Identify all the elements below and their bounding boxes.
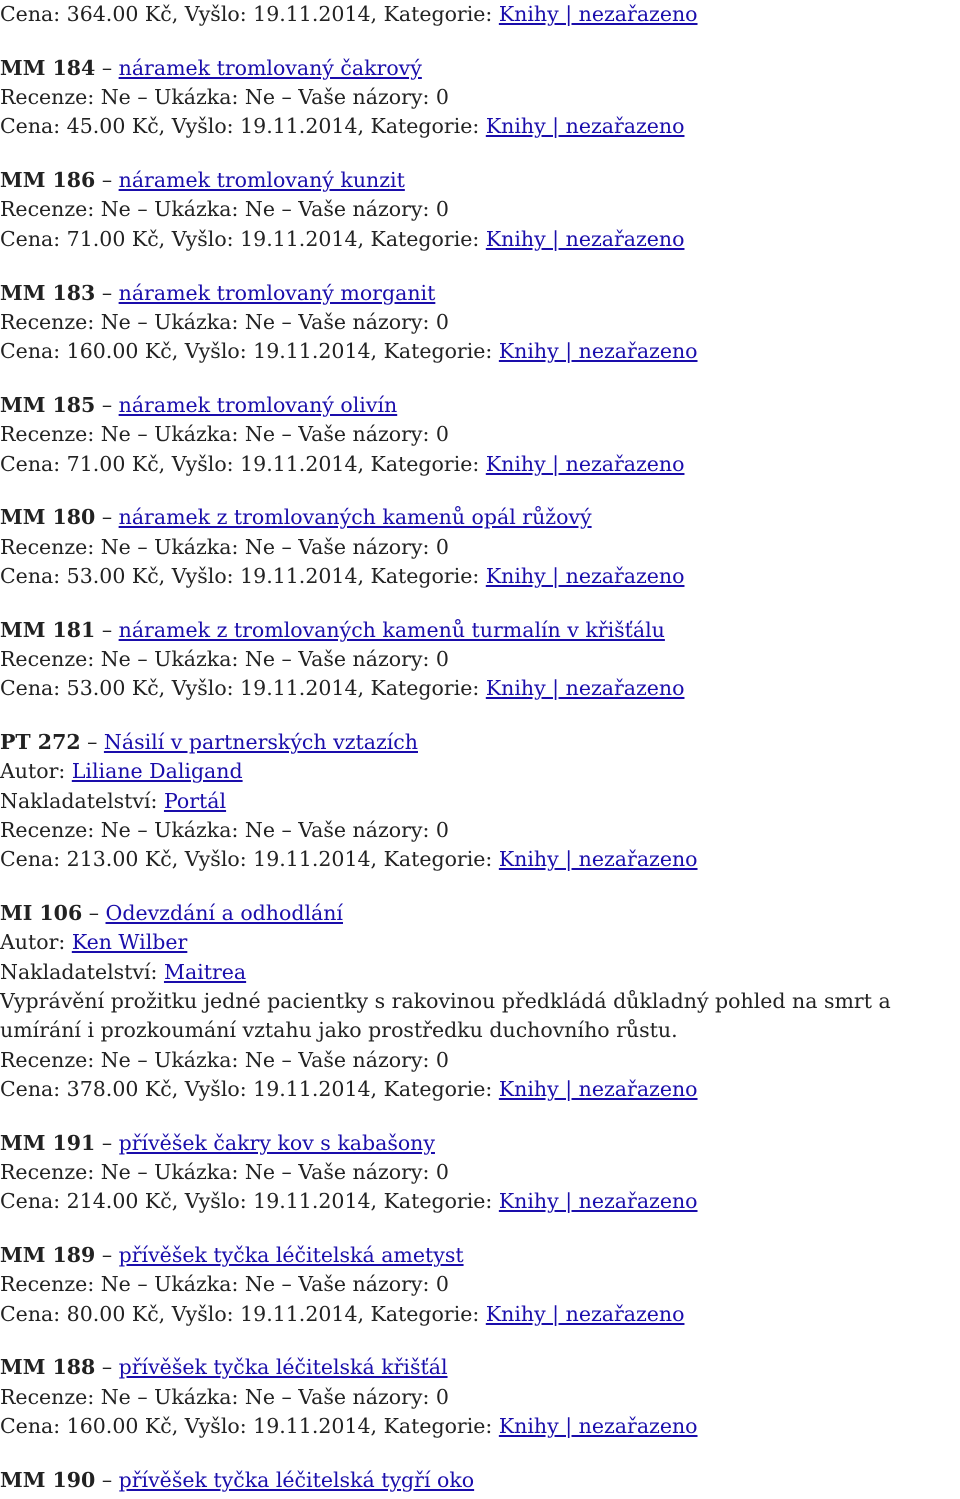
price-value: 213.00 [66,847,139,872]
price-label: Cena: [0,226,67,251]
review-meta-line: Recenze: Ne – Ukázka: Ne – Vaše názory: 0 [0,1047,449,1072]
release-date: 19.11.2014 [240,451,358,476]
category-link[interactable]: Knihy | nezařazeno [498,847,698,872]
release-date: 19.11.2014 [253,1414,371,1439]
entry-header [0,166,960,195]
entry-header [0,899,960,928]
dash-separator: – [95,1355,119,1380]
entry-header [0,1353,960,1382]
product-entry [0,1241,960,1329]
category-link[interactable]: Knihy | nezařazeno [498,339,698,364]
dash-separator: – [80,730,104,755]
dash-separator: – [95,280,119,305]
category-label: , Kategorie: [370,1414,499,1439]
release-date: 19.11.2014 [240,563,358,588]
product-title-link[interactable]: náramek z tromlovaných kamenů opál růžový [118,505,592,530]
product-title-link[interactable]: přívěšek čakry kov s kabašony [118,1130,435,1155]
release-date: 19.11.2014 [240,676,358,701]
released-label: Kč, Vyšlo: [125,563,241,588]
category-label: , Kategorie: [357,451,486,476]
review-meta-line: Recenze: Ne – Ukázka: Ne – Vaše názory: 0 [0,422,449,447]
dash-separator: – [95,1467,119,1492]
price-value: 71.00 [66,226,126,251]
price-label: Cena: [0,114,67,139]
price-value: 53.00 [66,676,126,701]
publisher-line [0,958,960,987]
released-label: Kč, Vyšlo: [138,1076,254,1101]
category-label: , Kategorie: [370,847,499,872]
product-title-link[interactable]: Odevzdání a odhodlání [105,901,343,926]
product-title-link[interactable]: náramek tromlovaný kunzit [118,168,405,193]
publisher-line [0,787,960,816]
product-code: MM 186 [0,168,96,193]
release-date: 19.11.2014 [253,1189,371,1214]
dash-separator: – [95,1243,119,1268]
price-line [0,450,960,479]
price-label: Cena: [0,339,67,364]
released-label: Kč, Vyšlo: [125,676,241,701]
category-label: , Kategorie: [357,1301,486,1326]
entry-header [0,1466,960,1495]
entry-header [0,1241,960,1270]
product-code: MM 184 [0,55,96,80]
release-date: 19.11.2014 [253,1076,371,1101]
review-meta-line: Recenze: Ne – Ukázka: Ne – Vaše názory: 0 [0,1384,449,1409]
price-label: Cena: [0,2,67,26]
price-value: 45.00 [66,114,126,139]
released-label: Kč, Vyšlo: [138,339,254,364]
price-line [0,337,960,366]
product-code: MI 106 [0,901,83,926]
review-meta-line: Recenze: Ne – Ukázka: Ne – Vaše názory: 0 [0,1160,449,1184]
price-line [0,674,960,703]
review-meta-line: Recenze: Ne – Ukázka: Ne – Vaše názory: 0 [0,647,449,672]
product-title-link[interactable]: náramek tromlovaný čakrový [118,55,422,80]
product-title-link[interactable]: náramek tromlovaný olivín [118,392,398,417]
entry-header [0,503,960,532]
category-label: , Kategorie: [357,676,486,701]
product-code: PT 272 [0,730,81,755]
category-label: , Kategorie: [357,114,486,139]
product-entry [0,279,960,367]
price-line [0,0,960,29]
author-link[interactable]: Ken Wilber [71,930,188,955]
product-entry [0,899,960,1104]
price-label: Cena: [0,676,67,701]
publisher-label: Nakladatelství: [0,788,164,813]
released-label: Kč, Vyšlo: [138,2,254,26]
dash-separator: – [95,505,119,530]
entries-container [0,29,960,1441]
price-line [0,112,960,141]
released-label: Kč, Vyšlo: [125,451,241,476]
product-title-link[interactable]: náramek z tromlovaných kamenů turmalín v křišťálu [118,617,665,642]
price-line [0,1412,960,1441]
product-code: MM 181 [0,617,96,642]
category-label: , Kategorie: [357,226,486,251]
product-entry [0,616,960,704]
price-value: 214.00 [66,1189,139,1214]
category-link[interactable]: Knihy | nezařazeno [498,1414,698,1439]
price-line [0,225,960,254]
price-value: 80.00 [66,1301,126,1326]
category-link[interactable]: Knihy | nezařazeno [498,2,698,26]
category-link[interactable]: Knihy | nezařazeno [485,676,685,701]
author-label: Autor: [0,759,72,784]
review-meta-line: Recenze: Ne – Ukázka: Ne – Vaše názory: 0 [0,309,449,334]
category-link[interactable]: Knihy | nezařazeno [485,451,685,476]
price-label: Cena: [0,1301,67,1326]
author-line [0,757,960,786]
price-label: Cena: [0,1076,67,1101]
category-label: , Kategorie: [370,1189,499,1214]
price-label: Cena: [0,1189,67,1214]
dash-separator: – [95,55,119,80]
product-code: MM 189 [0,1243,96,1268]
product-code: MM 190 [0,1467,96,1492]
entry-header [0,1129,960,1158]
dash-separator: – [95,617,119,642]
category-label: , Kategorie: [357,563,486,588]
release-date: 19.11.2014 [240,226,358,251]
entry-header [0,616,960,645]
released-label: Kč, Vyšlo: [125,226,241,251]
entry-header [0,279,960,308]
category-link[interactable]: Knihy | nezařazeno [485,1301,685,1326]
dash-separator: – [82,901,106,926]
category-label: , Kategorie: [370,1076,499,1101]
publisher-label: Nakladatelství: [0,959,164,984]
dash-separator: – [95,1130,119,1155]
category-link[interactable]: Knihy | nezařazeno [485,226,685,251]
product-title-link[interactable]: přívěšek tyčka léčitelská křišťál [118,1355,448,1380]
released-label: Kč, Vyšlo: [125,1301,241,1326]
price-line [0,562,960,591]
review-meta-line: Recenze: Ne – Ukázka: Ne – Vaše názory: 0 [0,1272,449,1297]
release-date: 19.11.2014 [240,114,358,139]
publisher-link[interactable]: Maitrea [163,959,247,984]
author-line [0,928,960,957]
product-entry [0,166,960,254]
product-code: MM 183 [0,280,96,305]
price-value: 364.00 [66,2,139,26]
product-title-link[interactable]: přívěšek tyčka léčitelská tygří oko [118,1467,475,1492]
product-entry [0,728,960,874]
price-value: 160.00 [66,339,139,364]
price-value: 160.00 [66,1414,139,1439]
review-meta-line: Recenze: Ne – Ukázka: Ne – Vaše názory: 0 [0,818,449,843]
product-entry [0,503,960,591]
release-date: 19.11.2014 [253,339,371,364]
released-label: Kč, Vyšlo: [138,1189,254,1214]
price-value: 71.00 [66,451,126,476]
product-code: MM 180 [0,505,96,530]
price-line [0,845,960,874]
entry-header [0,54,960,83]
product-title-link[interactable]: náramek tromlovaný morganit [118,280,436,305]
category-link[interactable]: Knihy | nezařazeno [498,1189,698,1214]
price-value: 53.00 [66,563,126,588]
release-date: 19.11.2014 [240,1301,358,1326]
product-title-link[interactable]: přívěšek tyčka léčitelská ametyst [118,1243,464,1268]
category-label: , Kategorie: [370,339,499,364]
category-link[interactable]: Knihy | nezařazeno [485,563,685,588]
product-entry [0,54,960,142]
entry-header [0,391,960,420]
author-link[interactable]: Liliane Daligand [71,759,243,784]
price-line [0,1187,960,1216]
product-description: Vyprávění prožitku jedné pacientky s rakovinou předkládá důkladný pohled na smrt a umírání i prozkoumání vztahu jako prostředku duchovního růstu. [0,989,891,1043]
price-label: Cena: [0,1414,67,1439]
review-meta-line: Recenze: Ne – Ukázka: Ne – Vaše názory: 0 [0,85,449,110]
author-label: Autor: [0,930,72,955]
price-line [0,1075,960,1104]
price-label: Cena: [0,451,67,476]
price-label: Cena: [0,847,67,872]
product-entry [0,1353,960,1441]
released-label: Kč, Vyšlo: [125,114,241,139]
release-date: 19.11.2014 [253,847,371,872]
dash-separator: – [95,168,119,193]
product-entry [0,391,960,479]
category-link[interactable]: Knihy | nezařazeno [498,1076,698,1101]
product-entry [0,1129,960,1217]
release-date: 19.11.2014 [253,2,371,26]
product-code: MM 191 [0,1130,96,1155]
product-title-link[interactable]: Násilí v partnerských vztazích [103,730,418,755]
review-meta-line: Recenze: Ne – Ukázka: Ne – Vaše názory: 0 [0,197,449,222]
category-label: , Kategorie: [370,2,499,26]
entry-header [0,728,960,757]
product-code: MM 185 [0,392,96,417]
price-label: Cena: [0,563,67,588]
released-label: Kč, Vyšlo: [138,847,254,872]
review-meta-line: Recenze: Ne – Ukázka: Ne – Vaše názory: 0 [0,534,449,559]
category-link[interactable]: Knihy | nezařazeno [485,114,685,139]
publisher-link[interactable]: Portál [163,788,227,813]
price-line [0,1300,960,1329]
price-value: 378.00 [66,1076,139,1101]
dash-separator: – [95,392,119,417]
product-code: MM 188 [0,1355,96,1380]
released-label: Kč, Vyšlo: [138,1414,254,1439]
